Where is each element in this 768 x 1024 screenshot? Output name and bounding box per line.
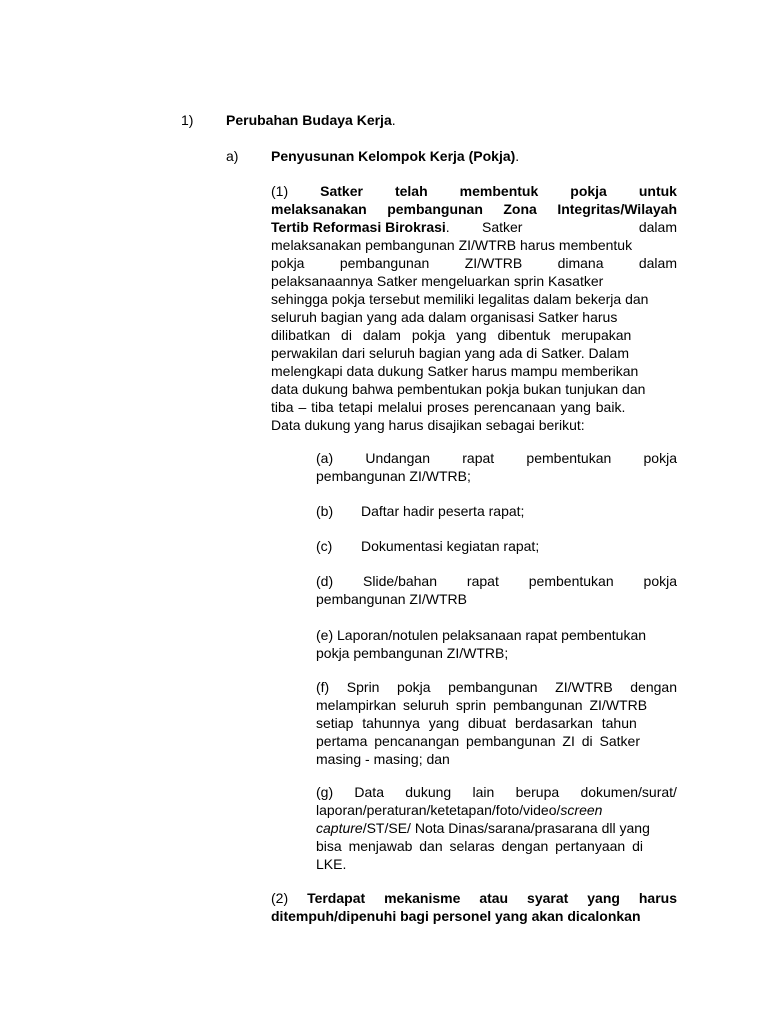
list-item-line: bisa menjawab dan selaras dengan pertanyaan di: [316, 838, 643, 854]
paragraph-line: ditempuh/dipenuhi bagi personel yang akan dicalonkan: [271, 908, 641, 924]
list-item-line: pembangunan ZI/WTRB;: [316, 468, 471, 484]
list-item-marker: (b): [316, 503, 334, 519]
list-item-line: pertama pencanangan pembangunan ZI di Satker: [316, 733, 640, 749]
list-item-marker: (c): [316, 538, 333, 554]
list-item-text: Daftar hadir peserta rapat;: [361, 503, 525, 519]
paragraph-line: dilibatkan di dalam pokja yang dibentuk merupakan: [271, 327, 632, 343]
list-item-line: (a) Undangan rapat pembentukan pokja: [316, 450, 677, 466]
paragraph-line: data dukung bahwa pembentukan pokja bukan tunjukan dan: [271, 381, 646, 397]
list-item-line: capture/ST/SE/ Nota Dinas/sarana/prasarana dll yang: [316, 820, 650, 836]
list-item-text: Dokumentasi kegiatan rapat;: [361, 538, 540, 554]
list-item-line: (d) Slide/bahan rapat pembentukan pokja: [316, 573, 677, 589]
paragraph-line: perwakilan dari seluruh bagian yang ada di Satker. Dalam: [271, 345, 629, 361]
heading-number: 1): [181, 112, 194, 128]
paragraph-line: (1) Satker telah membentuk pokja untuk: [271, 183, 677, 199]
paragraph-line: pelaksanaannya Satker mengeluarkan sprin Kasatker: [271, 273, 604, 289]
list-item-line: LKE.: [316, 856, 347, 872]
list-item-line: melampirkan seluruh sprin pembangunan ZI/WTRB: [316, 697, 648, 713]
paragraph-line: melengkapi data dukung Satker harus mampu memberikan: [271, 363, 639, 379]
list-item-line: (f) Sprin pokja pembangunan ZI/WTRB dengan: [316, 679, 677, 695]
paragraph-line: sehingga pokja tersebut memiliki legalitas dalam bekerja dan: [271, 291, 649, 307]
list-item-line: setiap tahunnya yang dibuat berdasarkan tahun: [316, 715, 637, 731]
paragraph-line: pokja pembangunan ZI/WTRB dimana dalam: [271, 255, 677, 271]
paragraph-line: tiba – tiba tetapi melalui proses perencanaan yang baik.: [271, 399, 626, 415]
list-item-line: pokja pembangunan ZI/WTRB;: [316, 645, 509, 661]
subheading-title: Penyusunan Kelompok Kerja (Pokja).: [271, 148, 520, 164]
subheading-number: a): [226, 148, 239, 164]
paragraph-line: melaksanakan pembangunan ZI/WTRB harus membentuk: [271, 237, 633, 253]
list-item-line: masing - masing; dan: [316, 751, 450, 767]
paragraph-line: Data dukung yang harus disajikan sebagai berikut:: [271, 417, 585, 433]
paragraph-line: melaksanakan pembangunan Zona Integritas/Wilayah: [271, 201, 677, 217]
list-item-line: pembangunan ZI/WTRB: [316, 591, 467, 607]
paragraph-line: (2) Terdapat mekanisme atau syarat yang harus: [271, 890, 677, 906]
list-item-line: laporan/peraturan/ketetapan/foto/video/screen: [316, 802, 603, 818]
heading-title: Perubahan Budaya Kerja.: [226, 112, 396, 128]
list-item-line: (e) Laporan/notulen pelaksanaan rapat pembentukan: [316, 627, 647, 643]
paragraph-line: seluruh bagian yang ada dalam organisasi Satker harus: [271, 309, 618, 325]
paragraph-line: Tertib Reformasi Birokrasi. Satker dalam: [271, 219, 677, 235]
list-item-line: (g) Data dukung lain berupa dokumen/surat/: [316, 784, 677, 800]
